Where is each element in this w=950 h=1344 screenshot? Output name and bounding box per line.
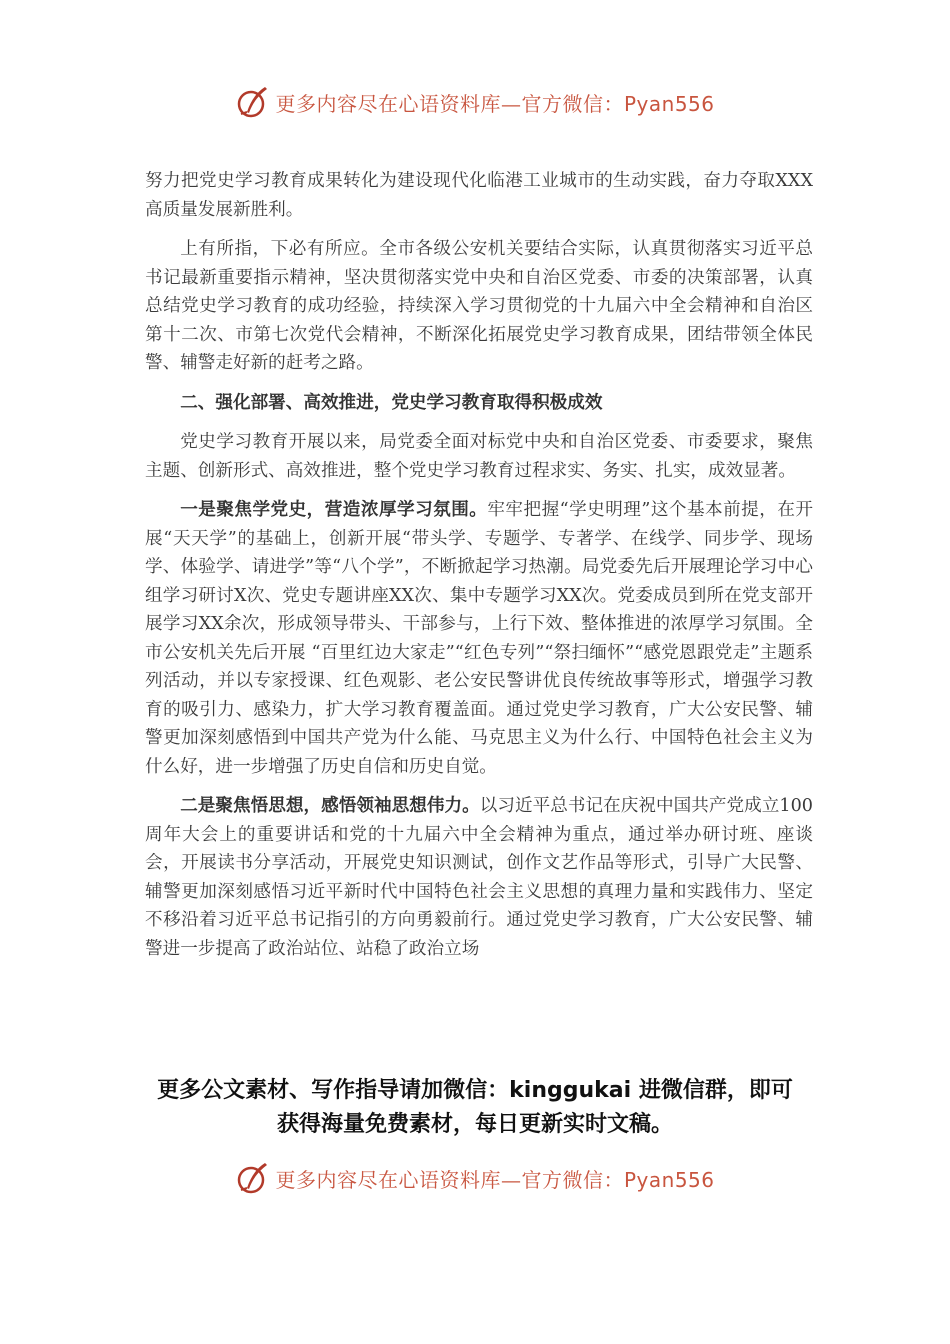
paragraph-text: 以习近平总书记在庆祝中国共产党成立100周年大会上的重要讲话和党的十九届六中全会精神为重点，通过举办研讨班、座谈会，开展读书分享活动，开展党史知识测试，创作文艺作品等形式，引导广大民警、辅警更加深刻感悟习近平新时代中国特色社会主义思想的真理力量和实践伟力、坚定不移沿着习近平总书记指引的方向勇毅前行。通过党史学习教育，广大公安民警、辅警进一步提高了政治站位、站稳了政治立场 [145,796,813,959]
document-body [145,167,813,974]
banner-wechat-id: Pyan556 [623,1167,715,1192]
paragraph-understand-thought [145,792,813,963]
footer-banner [0,1158,950,1198]
paragraph-instruction: 上有所指，下必有所应。全市各级公安机关要结合实际，认真贯彻落实习近平总书记最新重要指示精神，坚决贯彻落实党中央和自治区党委、市委的决策部署，认真总结党史学习教育的成功经验，持续深入学习贯彻党的十九届六中全会精神和自治区第十二次、市第七次党代会精神，不断深化拓展党史学习教育成果，团结带领全体民警、辅警走好新的赶考之路。 [145,239,813,373]
header-banner [0,82,950,122]
promo-line-1: 更多公文素材、写作指导请加微信：kinggukai 进微信群，即可 [157,1078,793,1103]
paragraph-text: 牢牢把握“学史明理”这个基本前提，在开展“天天学”的基础上，创新开展“带头学、专题学、专著学、在线学、同步学、现场学、体验学、请进学”等“八个学”，不断掀起学习热潮。局党委先后开展理论学习中心组学习研讨X次、党史专题讲座XX次、集中专题学习XX次。党委成员到所在党支部开展学习XX余次，形成领导带头、干部参与，上行下效、整体推进的浓厚学习氛围。全市公安机关先后开展 “百里红边大家走”“红色专列”“祭扫缅怀”“感党恩跟党走”主题系列活动，并以专家授课、红色观影、老公安民警讲优良传统故事等形式，增强学习教育的吸引力、感染力，扩大学习教育覆盖面。通过党史学习教育，广大公安民警、辅警更加深刻感悟到中国共产党为什么能、马克思主义为什么行、中国特色社会主义为什么好，进一步增强了历史自信和历史自觉。 [145,500,813,777]
paragraph-lead: 二是聚焦悟思想，感悟领袖思想伟力。 [180,796,480,816]
section-heading: 二、强化部署、高效推进，党史学习教育取得积极成效 [180,392,603,413]
feather-logo-icon [235,1160,271,1196]
banner-text: 更多内容尽在心语资料库—官方微信：Pyan556 [275,1167,715,1192]
paragraph-overview: 党史学习教育开展以来，局党委全面对标党中央和自治区党委、市委要求，聚焦主题、创新形式、高效推进，整个党史学习教育过程求实、务实、扎实，成效显著。 [145,432,813,481]
paragraph-study-history [145,496,813,781]
banner-wechat-id: Pyan556 [623,91,715,116]
promo-notice [120,1074,830,1142]
promo-line-2: 获得海量免费素材，每日更新实时文稿。 [276,1112,673,1137]
paragraph-lead: 一是聚焦学党史，营造浓厚学习氛围。 [180,500,488,520]
banner-text: 更多内容尽在心语资料库—官方微信：Pyan556 [275,91,715,116]
feather-logo-icon [235,84,271,120]
paragraph-continuation: 努力把党史学习教育成果转化为建设现代化临港工业城市的生动实践，奋力夺取XXX高质量发展新胜利。 [145,171,813,220]
